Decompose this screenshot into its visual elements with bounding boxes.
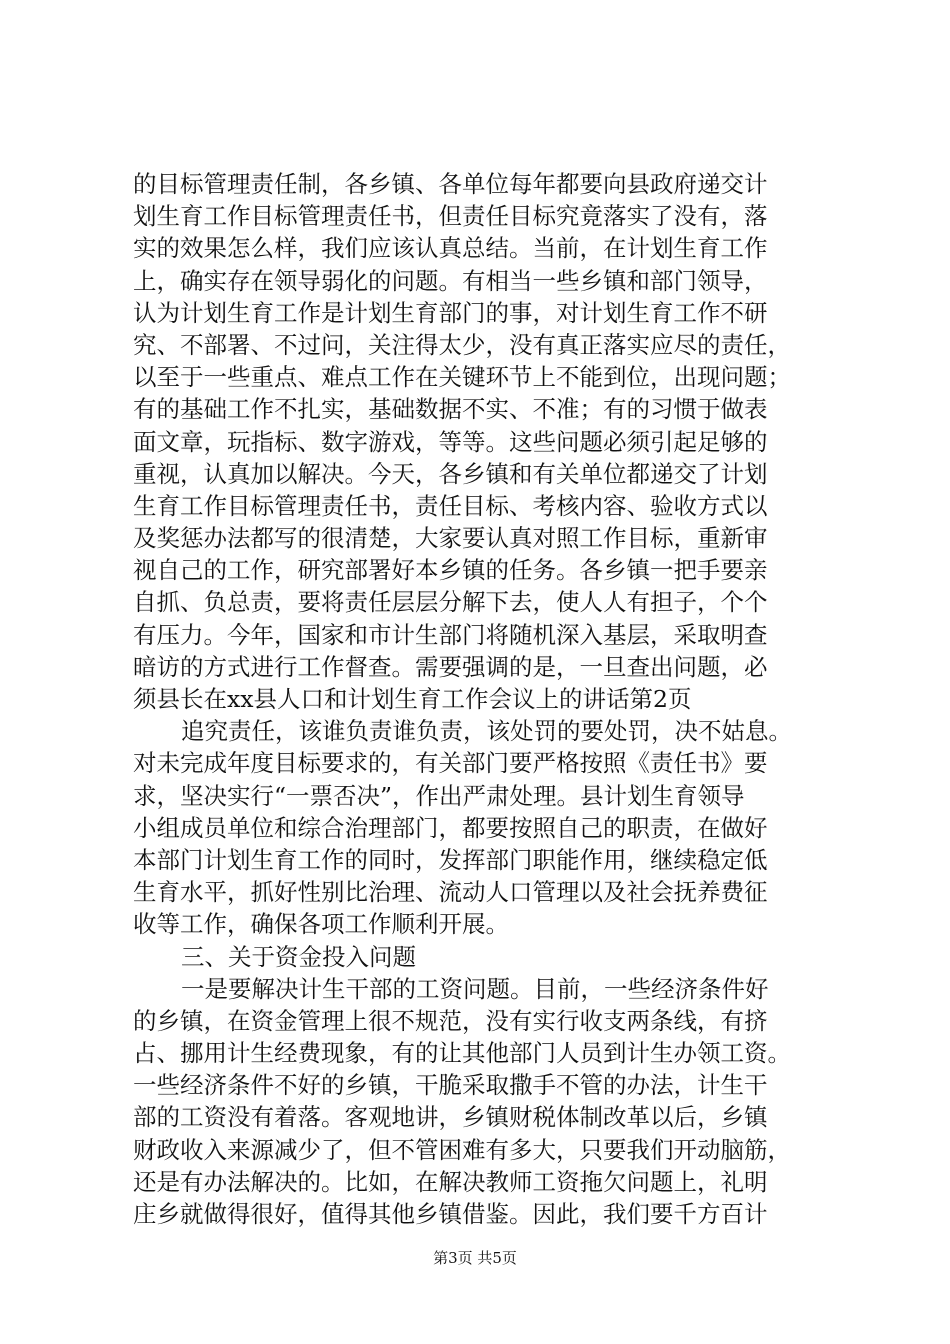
- text-line: 一些经济条件不好的乡镇，干脆采取撒手不管的办法，计生干: [133, 1071, 768, 1100]
- text-line: 追究责任，该谁负责谁负责，该处罚的要处罚，决不姑息。: [181, 717, 792, 746]
- text-line: 对未完成年度目标要求的，有关部门要严格按照《责任书》要: [133, 749, 768, 778]
- text-line: 财政收入来源减少了，但不管困难有多大，只要我们开动脑筋，: [133, 1135, 791, 1164]
- text-line: 求，坚决实行“一票否决”，作出严肃处理。县计划生育领导: [133, 781, 745, 810]
- text-line: 有压力。今年，国家和市计生部门将随机深入基层，采取明查: [133, 620, 768, 649]
- text-line: 收等工作，确保各项工作顺利开展。: [133, 910, 509, 939]
- text-line: 暗访的方式进行工作督查。需要强调的是，一旦查出问题，必: [133, 652, 768, 681]
- text-line: 的乡镇，在资金管理上很不规范，没有实行收支两条线，有挤: [133, 1006, 768, 1035]
- text-line: 部的工资没有着落。客观地讲，乡镇财税体制改革以后，乡镇: [133, 1103, 768, 1132]
- text-line: 须县长在xx县人口和计划生育工作会议上的讲话第2页: [133, 685, 692, 713]
- text-line: 实的效果怎么样，我们应该认真总结。当前，在计划生育工作: [133, 234, 768, 263]
- text-line: 生育水平，抓好性别比治理、流动人口管理以及社会抚养费征: [133, 878, 768, 907]
- text-line: 生育工作目标管理责任书，责任目标、考核内容、验收方式以: [133, 491, 768, 520]
- text-line: 三、关于资金投入问题: [181, 942, 416, 971]
- text-line: 一是要解决计生干部的工资问题。目前，一些经济条件好: [181, 974, 769, 1003]
- text-line: 视自己的工作，研究部署好本乡镇的任务。各乡镇一把手要亲: [133, 556, 768, 585]
- text-line: 面文章，玩指标、数字游戏，等等。这些问题必须引起足够的: [133, 427, 768, 456]
- text-line: 的目标管理责任制，各乡镇、各单位每年都要向县政府递交计: [133, 170, 768, 198]
- text-line: 及奖惩办法都写的很清楚，大家要认真对照工作目标，重新审: [133, 524, 768, 553]
- text-line: 上，确实存在领导弱化的问题。有相当一些乡镇和部门领导，: [133, 266, 768, 295]
- text-line: 自抓、负总责，要将责任层层分解下去，使人人有担子，个个: [133, 588, 768, 617]
- text-line: 究、不部署、不过问，关注得太少，没有真正落实应尽的责任，: [133, 330, 791, 359]
- text-line: 有的基础工作不扎实，基础数据不实、不准；有的习惯于做表: [133, 395, 768, 424]
- page-footer: 第3页 共5页: [433, 1249, 517, 1267]
- text-line: 还是有办法解决的。比如，在解决教师工资拖欠问题上，礼明: [133, 1167, 768, 1196]
- text-line: 小组成员单位和综合治理部门，都要按照自己的职责，在做好: [133, 813, 768, 842]
- text-line: 占、挪用计生经费现象，有的让其他部门人员到计生办领工资。: [133, 1039, 791, 1068]
- text-line: 庄乡就做得很好，值得其他乡镇借鉴。因此，我们要千方百计: [133, 1200, 768, 1228]
- text-line: 以至于一些重点、难点工作在关键环节上不能到位，出现问题；: [133, 363, 791, 392]
- text-line: 认为计划生育工作是计划生育部门的事，对计划生育工作不研: [133, 298, 768, 327]
- text-line: 划生育工作目标管理责任书，但责任目标究竟落实了没有，落: [133, 202, 768, 231]
- text-line: 重视，认真加以解决。今天，各乡镇和有关单位都递交了计划: [133, 459, 768, 488]
- text-line: 本部门计划生育工作的同时，发挥部门职能作用，继续稳定低: [133, 845, 768, 874]
- document-body: [133, 168, 848, 1230]
